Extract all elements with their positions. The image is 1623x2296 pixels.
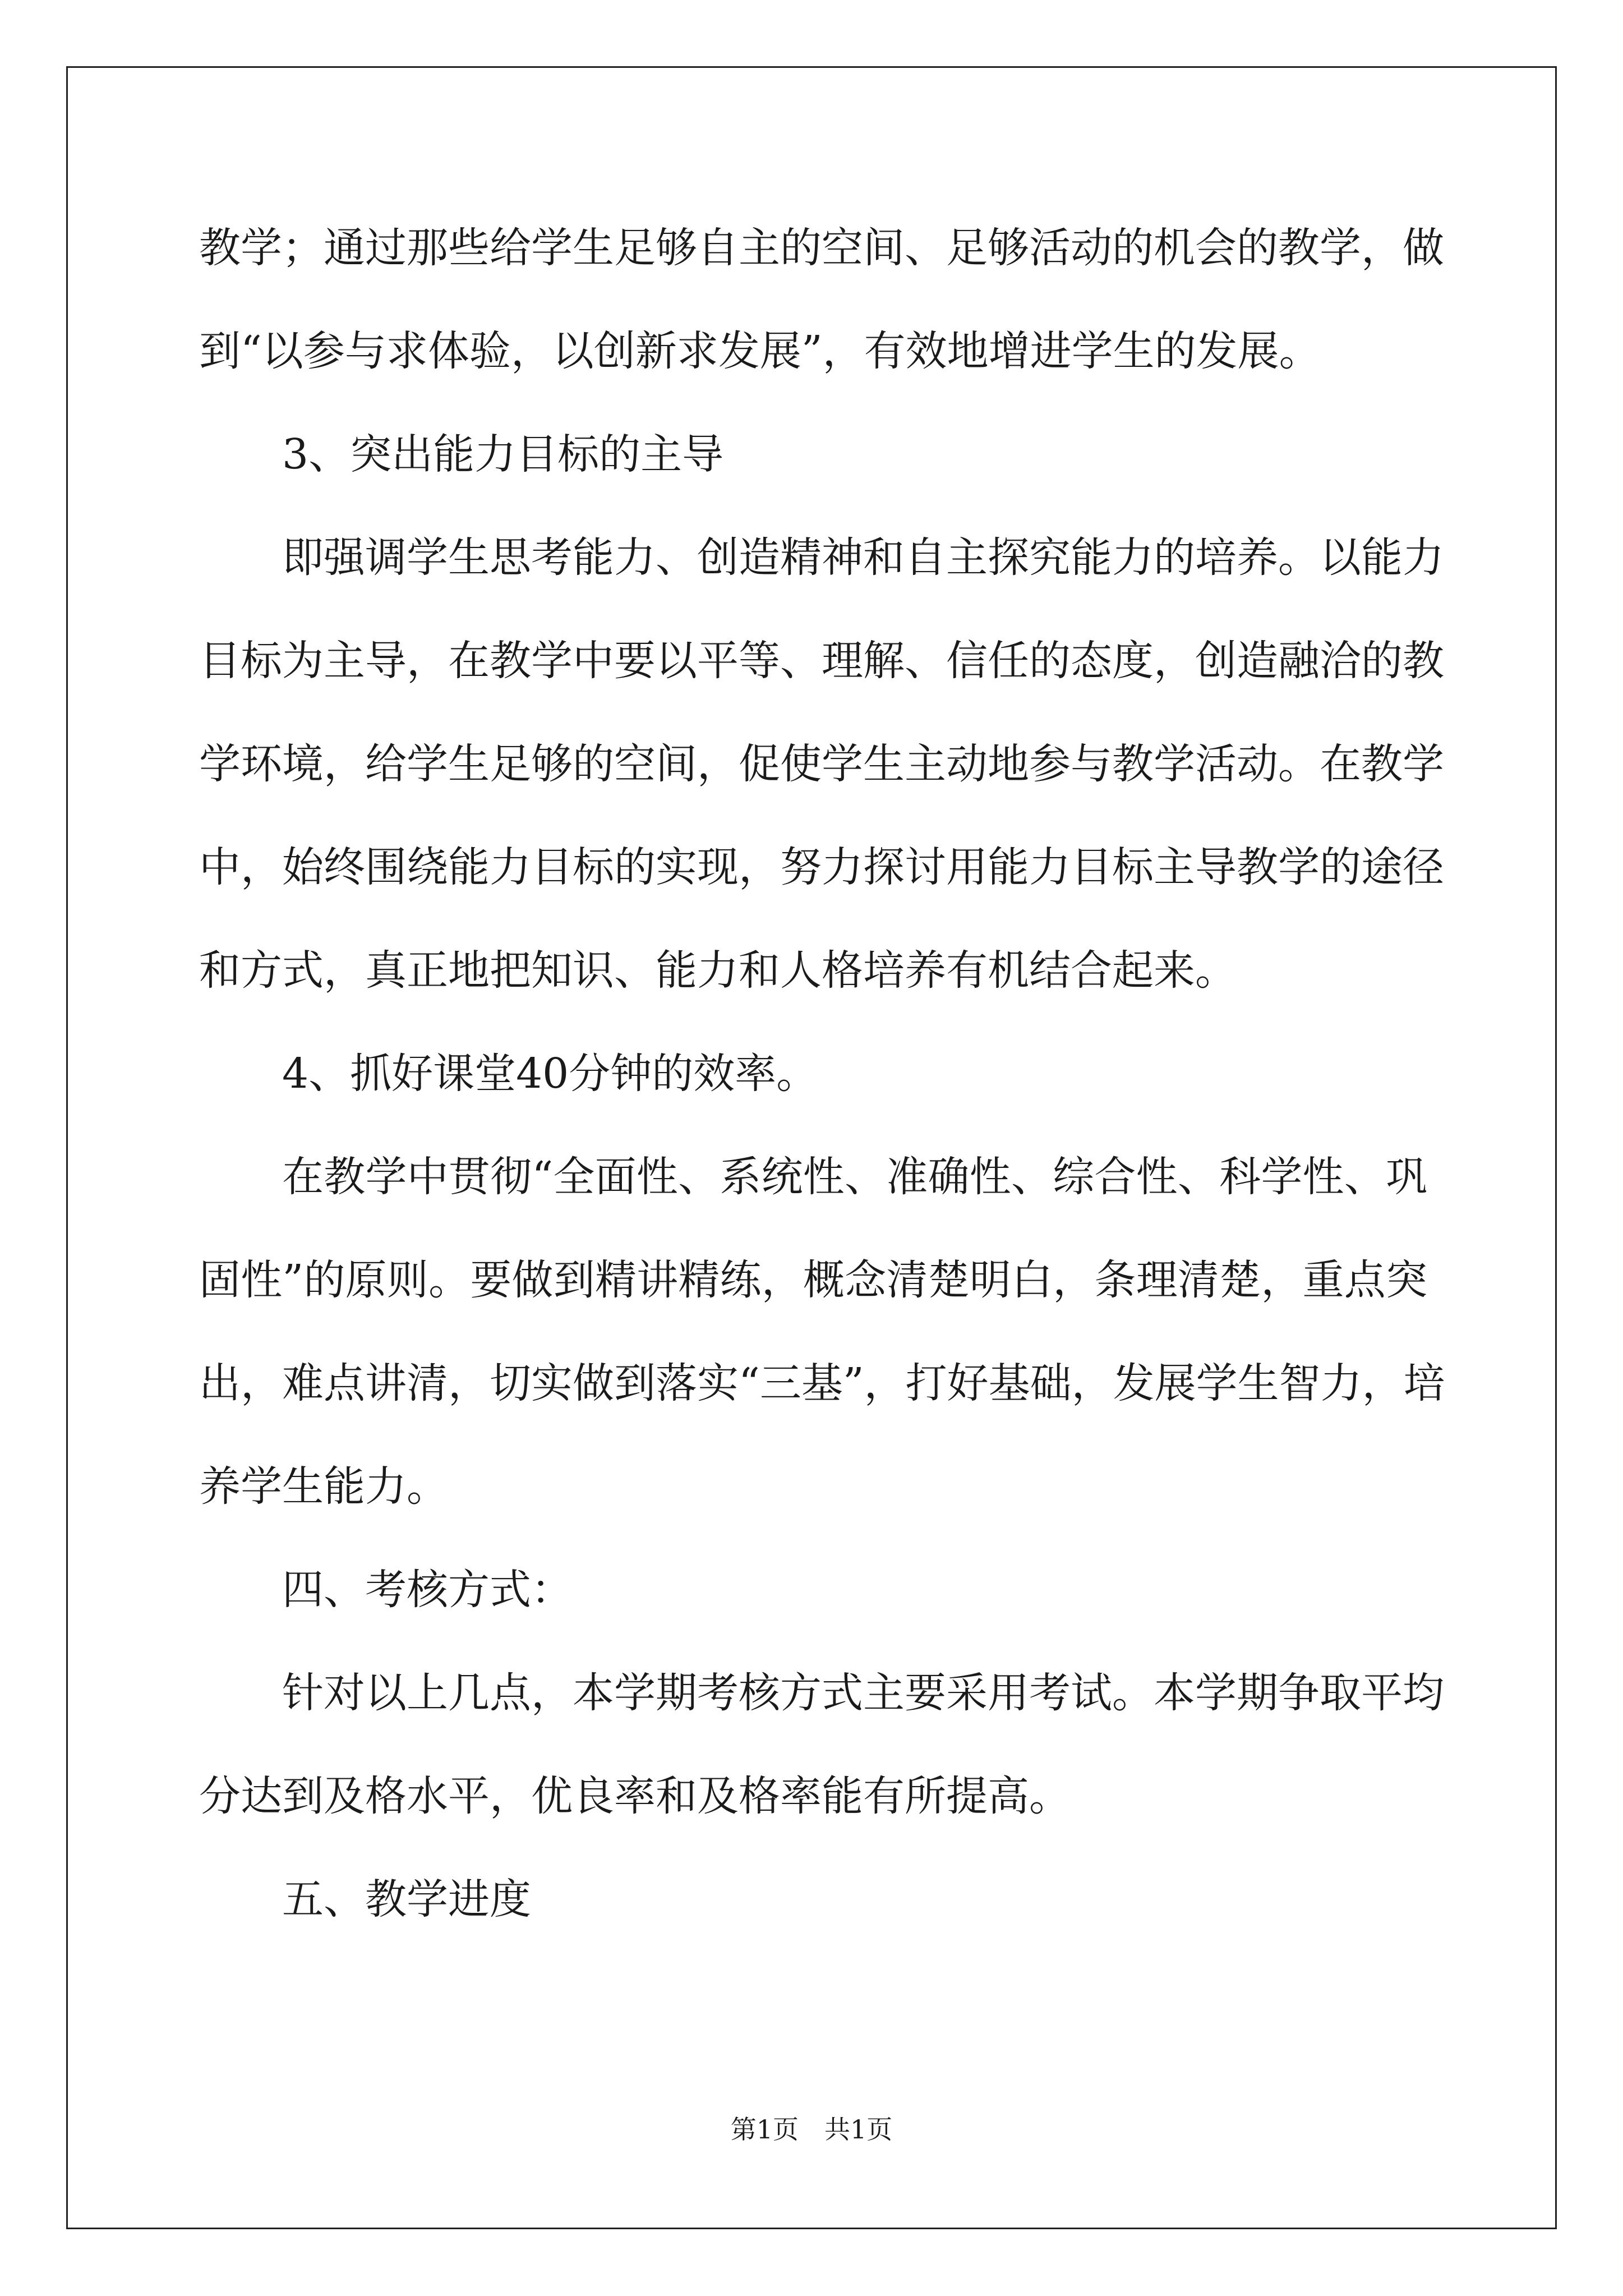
text-line: 固性”的原则。要做到精讲精练，概念清楚明白，条理清楚，重点突 (199, 1256, 1427, 1304)
text-line: 到“以参与求体验，以创新求发展”，有效地增进学生的发展。 (199, 327, 1321, 375)
text-line: 在教学中贯彻“全面性、系统性、准确性、综合性、科学性、巩 (282, 1153, 1427, 1201)
section-heading: 五、教学进度 (282, 1875, 531, 1924)
section-heading: 4、抓好课堂40分钟的效率。 (282, 1050, 818, 1098)
text-line: 目标为主导，在教学中要以平等、理解、信任的态度，创造融洽的教 (199, 637, 1444, 685)
text-line: 出，难点讲清，切实做到落实“三基”，打好基础，发展学生智力，培 (199, 1359, 1445, 1407)
text-line: 教学；通过那些给学生足够自主的空间、足够活动的机会的教学，做 (199, 224, 1444, 272)
text-line: 即强调学生思考能力、创造精神和自主探究能力的培养。以能力 (282, 533, 1444, 582)
section-heading: 四、考核方式： (282, 1566, 573, 1614)
section-heading: 3、突出能力目标的主导 (282, 430, 724, 478)
text-line: 学环境，给学生足够的空间，促使学生主动地参与教学活动。在教学 (199, 740, 1444, 788)
page-number-footer: 第1页 共1页 (730, 2114, 893, 2145)
text-line: 分达到及格水平，优良率和及格率能有所提高。 (199, 1772, 1071, 1820)
text-line: 养学生能力。 (199, 1462, 448, 1511)
text-line: 针对以上几点，本学期考核方式主要采用考试。本学期争取平均 (282, 1669, 1444, 1717)
text-line: 中，始终围绕能力目标的实现，努力探讨用能力目标主导教学的途径 (199, 843, 1444, 891)
text-line: 和方式，真正地把知识、能力和人格培养有机结合起来。 (199, 946, 1237, 995)
